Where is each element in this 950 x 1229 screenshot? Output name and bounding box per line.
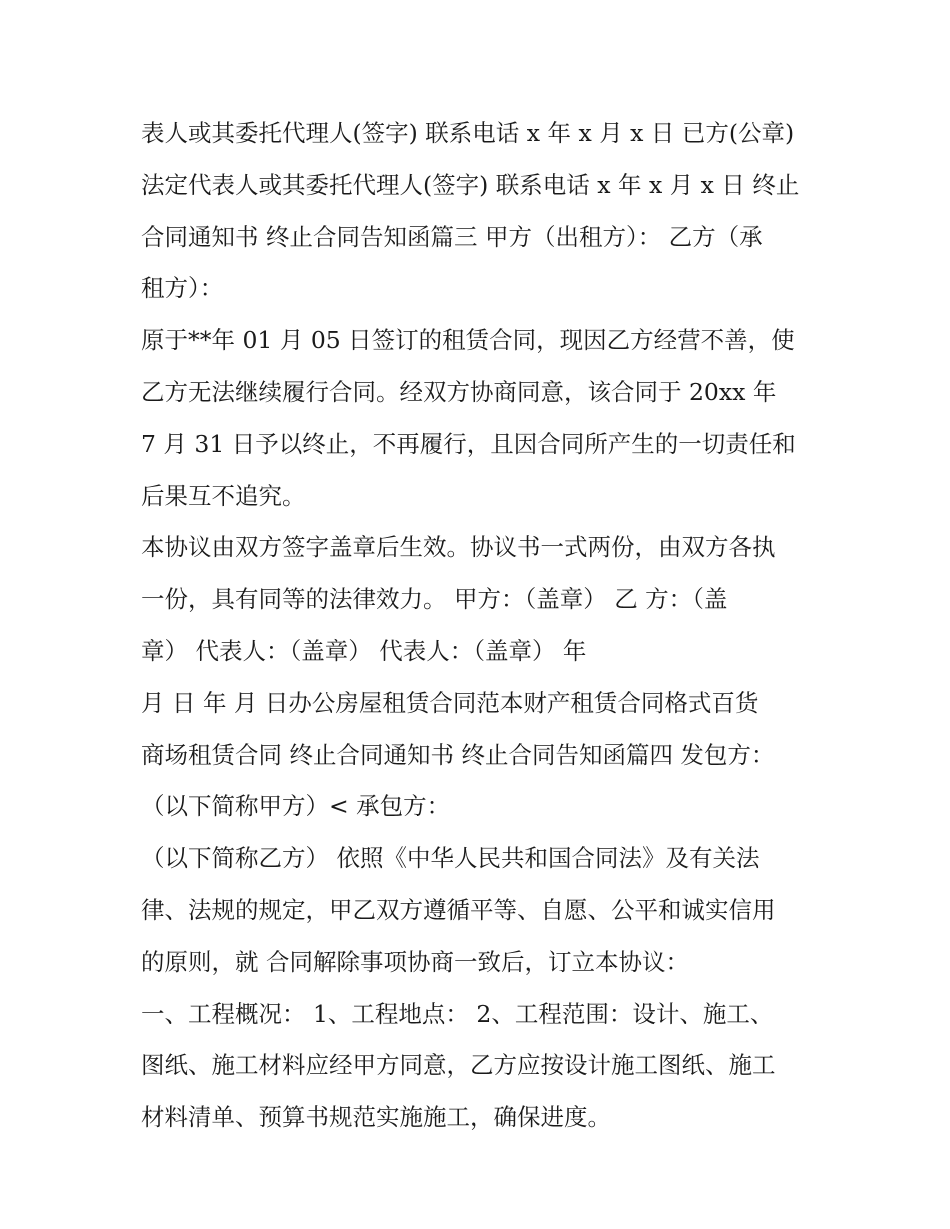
text-line: 律、法规的规定，甲乙双方遵循平等、自愿、公平和诚实信用 bbox=[141, 895, 776, 924]
text-line: 章） 代表人：（盖章） 代表人：（盖章） 年 bbox=[141, 636, 587, 665]
text-line: 乙方无法继续履行合同。经双方协商同意，该合同于 20xx 年 bbox=[141, 377, 777, 406]
text-line: 7 月 31 日予以终止，不再履行，且因合同所产生的一切责任和 bbox=[141, 429, 796, 458]
text-line: （以下简称甲方）< 承包方： bbox=[141, 792, 451, 821]
text-line: 一、工程概况： 1、工程地点： 2、工程范围：设计、施工、 bbox=[141, 999, 774, 1028]
text-line: （以下简称乙方） 依照《中华人民共和国合同法》及有关法 bbox=[141, 844, 760, 873]
text-line: 原于**年 01 月 05 日签订的租赁合同，现因乙方经营不善，使 bbox=[141, 326, 795, 355]
text-line: 的原则，就 合同解除事项协商一致后，订立本协议： bbox=[141, 947, 689, 976]
text-line: 图纸、施工材料应经甲方同意，乙方应按设计施工图纸、施工 bbox=[141, 1051, 776, 1080]
text-line: 月 日 年 月 日办公房屋租赁合同范本财产租赁合同格式百货 bbox=[141, 688, 759, 717]
document-body bbox=[141, 108, 821, 1144]
text-line: 合同通知书 终止合同告知函篇三 甲方（出租方）： 乙方（承 bbox=[141, 222, 763, 251]
text-line: 后果互不追究。 bbox=[141, 481, 306, 510]
text-line: 一份，具有同等的法律效力。 甲方：（盖章） 乙 方：（盖 bbox=[141, 585, 728, 614]
text-line: 表人或其委托代理人(签字) 联系电话 x 年 x 月 x 日 已方(公章) bbox=[141, 119, 795, 147]
text-line: 材料清单、预算书规范实施施工，确保进度。 bbox=[141, 1103, 611, 1132]
text-line: 租方）： bbox=[141, 274, 224, 303]
text-line: 法定代表人或其委托代理人(签字) 联系电话 x 年 x 月 x 日 终止 bbox=[141, 170, 800, 199]
text-line: 商场租赁合同 终止合同通知书 终止合同告知函篇四 发包方： bbox=[141, 740, 775, 769]
text-line: 本协议由双方签字盖章后生效。协议书一式两份，由双方各执 bbox=[141, 533, 776, 562]
